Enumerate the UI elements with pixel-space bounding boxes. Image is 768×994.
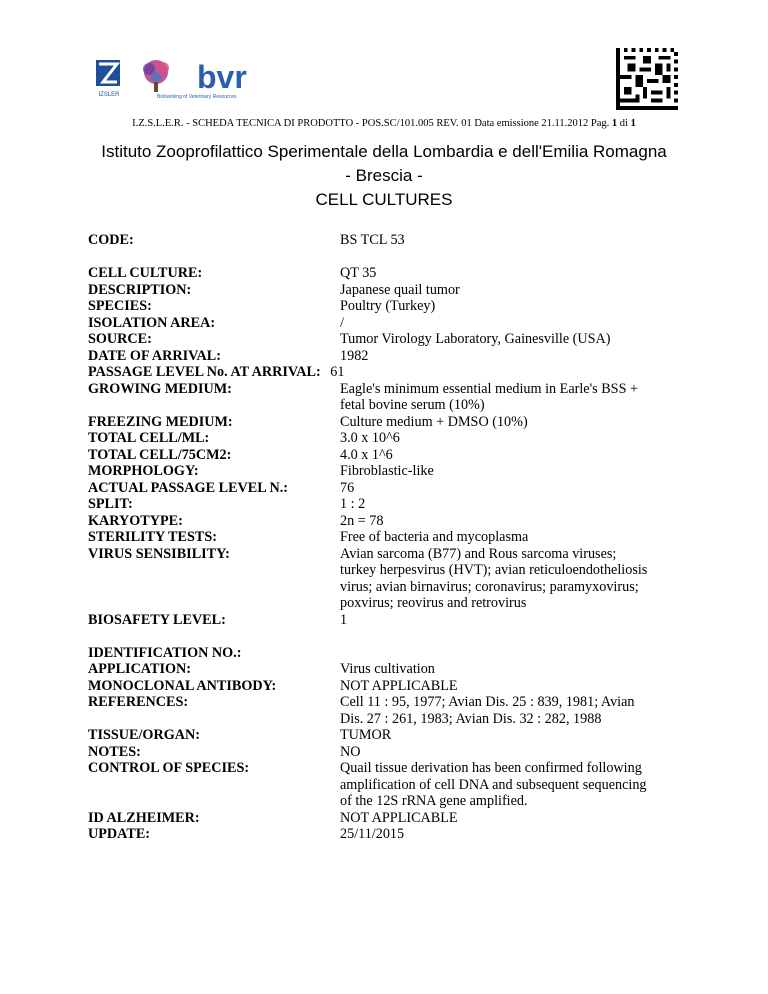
- karyotype-value: 2n = 78: [340, 512, 384, 529]
- passage-level-arrival-value: 61: [330, 364, 345, 380]
- source-label: SOURCE:: [88, 331, 152, 347]
- virus-sensibility-value-line-2: turkey herpesvirus (HVT); avian reticuloendotheliosis: [340, 562, 648, 578]
- cell-culture-value: QT 35: [340, 265, 377, 281]
- code-value: BS TCL 53: [340, 232, 405, 248]
- description-label: DESCRIPTION:: [88, 281, 192, 298]
- page-of-text: di: [619, 118, 628, 129]
- identification-no-label: IDENTIFICATION NO.:: [88, 644, 242, 661]
- bvr-logo-icon: [157, 58, 315, 100]
- actual-passage-level-value: 76: [340, 479, 355, 496]
- karyotype-label: KARYOTYPE:: [88, 512, 183, 529]
- izsler-logo-text: IZSLER: [98, 92, 120, 98]
- passage-level-arrival-label: PASSAGE LEVEL No. AT ARRIVAL: 61: [88, 364, 345, 380]
- document-reference-line: [0, 118, 768, 129]
- tissue-organ-label: TISSUE/ORGAN:: [88, 727, 200, 743]
- actual-passage-level-label: ACTUAL PASSAGE LEVEL N.:: [88, 479, 288, 496]
- biobank-logo-text: Biobanking of Veterinary Resources: [157, 94, 237, 100]
- institute-name: Istituto Zooprofilattico Sperimentale della Lombardia e dell'Emilia Romagna: [101, 142, 667, 161]
- biosafety-level-label: BIOSAFETY LEVEL:: [88, 611, 226, 628]
- control-of-species-value-line-2: amplification of cell DNA and subsequent sequencing: [340, 776, 647, 793]
- application-label: APPLICATION:: [88, 661, 191, 677]
- total-cell-75cm2-label: TOTAL CELL/75CM2:: [88, 446, 232, 463]
- morphology-value: Fibroblastic-like: [340, 463, 434, 479]
- growing-medium-value-line-2: fetal bovine serum (10%): [340, 397, 485, 413]
- update-value: 25/11/2015: [340, 826, 405, 842]
- control-of-species-label: CONTROL OF SPECIES:: [88, 760, 250, 776]
- biosafety-level-value: 1: [340, 611, 348, 628]
- document-reference-text: I.Z.S.L.E.R. - SCHEDA TECNICA DI PRODOTTO - POS.SC/101.005 REV. 01 Data emissione 21.11.2012 Pag.: [132, 118, 610, 129]
- date-of-arrival-value: 1982: [340, 347, 369, 364]
- institute-city: - Brescia -: [345, 166, 423, 185]
- bvr-logo-text: bvr: [197, 59, 247, 95]
- page-number: 1: [611, 118, 618, 129]
- virus-sensibility-value-line-1: Avian sarcoma (B77) and Rous sarcoma viruses;: [340, 545, 617, 562]
- freezing-medium-label: FREEZING MEDIUM:: [88, 413, 233, 430]
- total-cell-75cm2-value: 4.0 x 1^6: [340, 446, 393, 463]
- monoclonal-antibody-label: MONOCLONAL ANTIBODY:: [88, 677, 277, 694]
- species-value: Poultry (Turkey): [340, 298, 436, 314]
- tissue-organ-value: TUMOR: [340, 727, 392, 743]
- species-label: SPECIES:: [88, 298, 152, 314]
- virus-sensibility-label: VIRUS SENSIBILITY:: [88, 545, 230, 562]
- freezing-medium-value: Culture medium + DMSO (10%): [340, 413, 528, 430]
- date-of-arrival-label: DATE OF ARRIVAL:: [88, 347, 221, 364]
- notes-label: NOTES:: [88, 743, 141, 760]
- sterility-tests-value: Free of bacteria and mycoplasma: [340, 529, 529, 545]
- description-value: Japanese quail tumor: [340, 281, 460, 298]
- monoclonal-antibody-value: NOT APPLICABLE: [340, 677, 458, 694]
- morphology-label: MORPHOLOGY:: [88, 463, 199, 479]
- application-value: Virus cultivation: [340, 661, 435, 677]
- isolation-area-value: /: [340, 314, 344, 331]
- notes-value: NO: [340, 743, 361, 760]
- control-of-species-value-line-1: Quail tissue derivation has been confirmed following: [340, 760, 642, 776]
- split-label: SPLIT:: [88, 496, 133, 512]
- total-cell-ml-value: 3.0 x 10^6: [340, 430, 400, 446]
- growing-medium-label: GROWING MEDIUM:: [88, 380, 232, 397]
- update-label: UPDATE:: [88, 826, 151, 842]
- isolation-area-label: ISOLATION AREA:: [88, 314, 216, 331]
- datamatrix-code-icon: [616, 48, 678, 110]
- code-label: CODE:: [88, 232, 134, 248]
- source-value: Tumor Virology Laboratory, Gainesville (USA): [340, 331, 611, 347]
- page-total: 1: [630, 118, 636, 129]
- sterility-tests-label: STERILITY TESTS:: [88, 529, 217, 545]
- growing-medium-value-line-1: Eagle's minimum essential medium in Earle's BSS +: [340, 380, 639, 397]
- references-value-line-2: Dis. 27 : 261, 1983; Avian Dis. 32 : 282, 1988: [340, 710, 602, 727]
- total-cell-ml-label: TOTAL CELL/ML:: [88, 430, 210, 446]
- id-alzheimer-label: ID ALZHEIMER:: [88, 809, 200, 826]
- virus-sensibility-value-line-4: poxvirus; reovirus and retrovirus: [340, 595, 527, 611]
- izsler-logo-icon: [95, 58, 123, 100]
- references-value-line-1: Cell 11 : 95, 1977; Avian Dis. 25 : 839, 1981; Avian: [340, 694, 635, 710]
- control-of-species-value-line-3: of the 12S rRNA gene amplified.: [340, 793, 528, 809]
- cell-culture-label: CELL CULTURE:: [88, 265, 203, 281]
- page-title: CELL CULTURES: [315, 190, 453, 209]
- references-label: REFERENCES:: [88, 694, 189, 710]
- virus-sensibility-value-line-3: virus; avian birnavirus; coronavirus; paramyxovirus;: [340, 578, 639, 595]
- split-value: 1 : 2: [340, 496, 366, 512]
- id-alzheimer-value: NOT APPLICABLE: [340, 809, 458, 826]
